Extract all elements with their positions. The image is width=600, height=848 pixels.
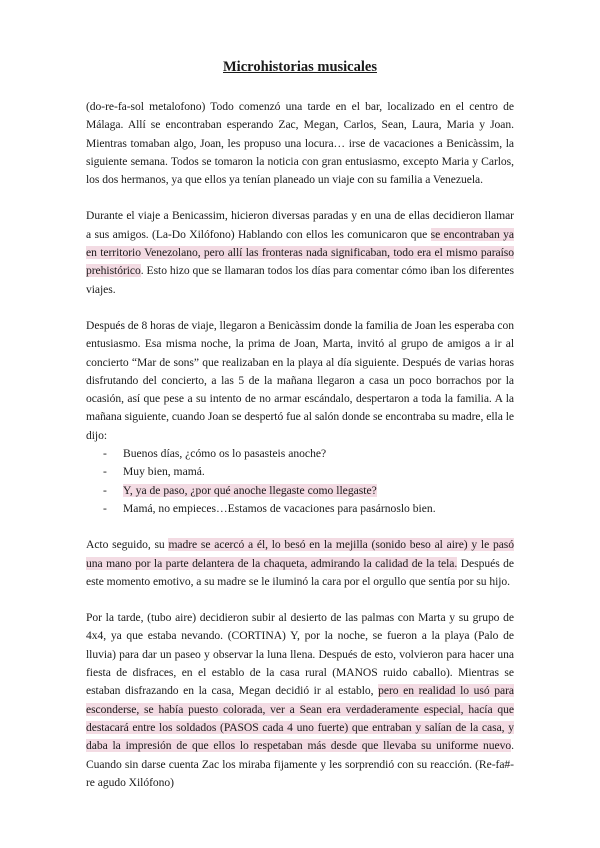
paragraph-2-text-c: . Esto hizo que se llamaran todos los días para comentar cómo iban los diferentes viajes. (86, 264, 514, 296)
dialogue-dash: - (103, 465, 107, 479)
dialogue-list (86, 445, 514, 518)
paragraph-5-text-c: . Cuando sin darse cuenta Zac los miraba fijamente y les sorprendió con su reacción. (Re-fa#-re agudo Xilófono) (86, 739, 514, 789)
document-page (86, 58, 514, 810)
dialogue-line-3 (86, 482, 514, 500)
paragraph-3: Después de 8 horas de viaje, llegaron a Benicàssim donde la familia de Joan les esperaba con entusiasmo. Esa misma noche, la prima de Joan, Marta, invitó al grupo de amigos a ir al concierto “Mar de sons” que realizaban en la playa al día siguiente. Después de varias horas disfrutando del concierto, a las 5 de la mañana llegaron a casa un poco borrachos por la ocasión, así que pese a su intento de no armar escándalo, despertaron a toda la familia. A la mañana siguiente, cuando Joan se despertó fue al salón donde se encontraba su madre, ella le dijo: (86, 318, 514, 442)
paragraph-2 (86, 207, 514, 298)
paragraph-5 (86, 609, 514, 792)
paragraph-4-text-a: Acto seguido, su (86, 538, 169, 552)
paragraph-1: (do-re-fa-sol metalofono) Todo comenzó una tarde en el bar, localizado en el centro de Málaga. Allí se encontraban esperando Zac, Megan, Carlos, Sean, Laura, Maria y Joan. Mientras tomaban algo, Joan, les propuso una locura… irse de vacaciones a Benicàssim, la siguiente semana. Todos se tomaron la noticia con gran entusiasmo, excepto Maria y Carlos, los dos hermanos, ya que ellos ya tenían planeado un viaje con su familia a Venezuela. (86, 100, 514, 187)
document-title: Microhistorias musicales (223, 59, 377, 75)
dialogue-dash: - (103, 447, 107, 461)
paragraph-5-highlight: pero en realidad lo usó para esconderse, se había puesto colorada, ver a Sean era verdaderamente especial, hacía que destacará entre los soldados (PASOS cada 4 uno fuerte) que entraban y salían de la casa, y daba la impresión de que ellos lo respetaban más desde que llevaba su uniforme nuevo (86, 684, 514, 753)
paragraph-4-text-c: Después de este momento emotivo, a su madre se le iluminó la cara por el orgullo que sentía por su hijo. (86, 556, 514, 588)
dialogue-line-1 (86, 445, 514, 463)
dialogue-text: Buenos días, ¿cómo os lo pasasteis anoche? (123, 447, 327, 461)
dialogue-dash: - (103, 483, 107, 497)
dialogue-text-highlight: Y, ya de paso, ¿por qué anoche llegaste como llegaste? (123, 483, 377, 497)
dialogue-dash: - (103, 501, 107, 515)
dialogue-text: Muy bien, mamá. (123, 465, 205, 479)
paragraph-4-highlight: madre se acercó a él, lo besó en la mejilla (sonido beso al aire) y le pasó una mano por la parte delantera de la chaqueta, admirando la calidad de la tela. (86, 538, 514, 570)
paragraph-4 (86, 536, 514, 591)
dialogue-line-4 (86, 500, 514, 518)
dialogue-text: Mamá, no empieces…Estamos de vacaciones para pasárnoslo bien. (123, 501, 436, 515)
paragraph-2-text-a: Durante el viaje a Benicassim, hicieron diversas paradas y en una de ellas decidieron llamar a sus amigos. (La-Do Xilófono) Hablando con ellos les comunicaron que (86, 209, 514, 241)
paragraph-5-text-a: Por la tarde, (tubo aire) decidieron subir al desierto de las palmas con Marta y su grupo de 4x4, ya que estaba nevando. (CORTINA) Y, por la noche, se fueron a la playa (Palo de lluvia) para dar un paseo y observar la luna llena. Después de esto, volvieron para hacer una fiesta de disfraces, en el establo de la casa rural (MANOS ruido caballo). Mientras se estaban disfrazando en la casa, Megan decidió ir al establo, (86, 611, 514, 698)
paragraph-2-highlight: se encontraban ya en territorio Venezolano, pero allí las fronteras nada significaban, todo era el mismo paraíso prehistórico (86, 227, 515, 278)
dialogue-line-2 (86, 463, 514, 481)
